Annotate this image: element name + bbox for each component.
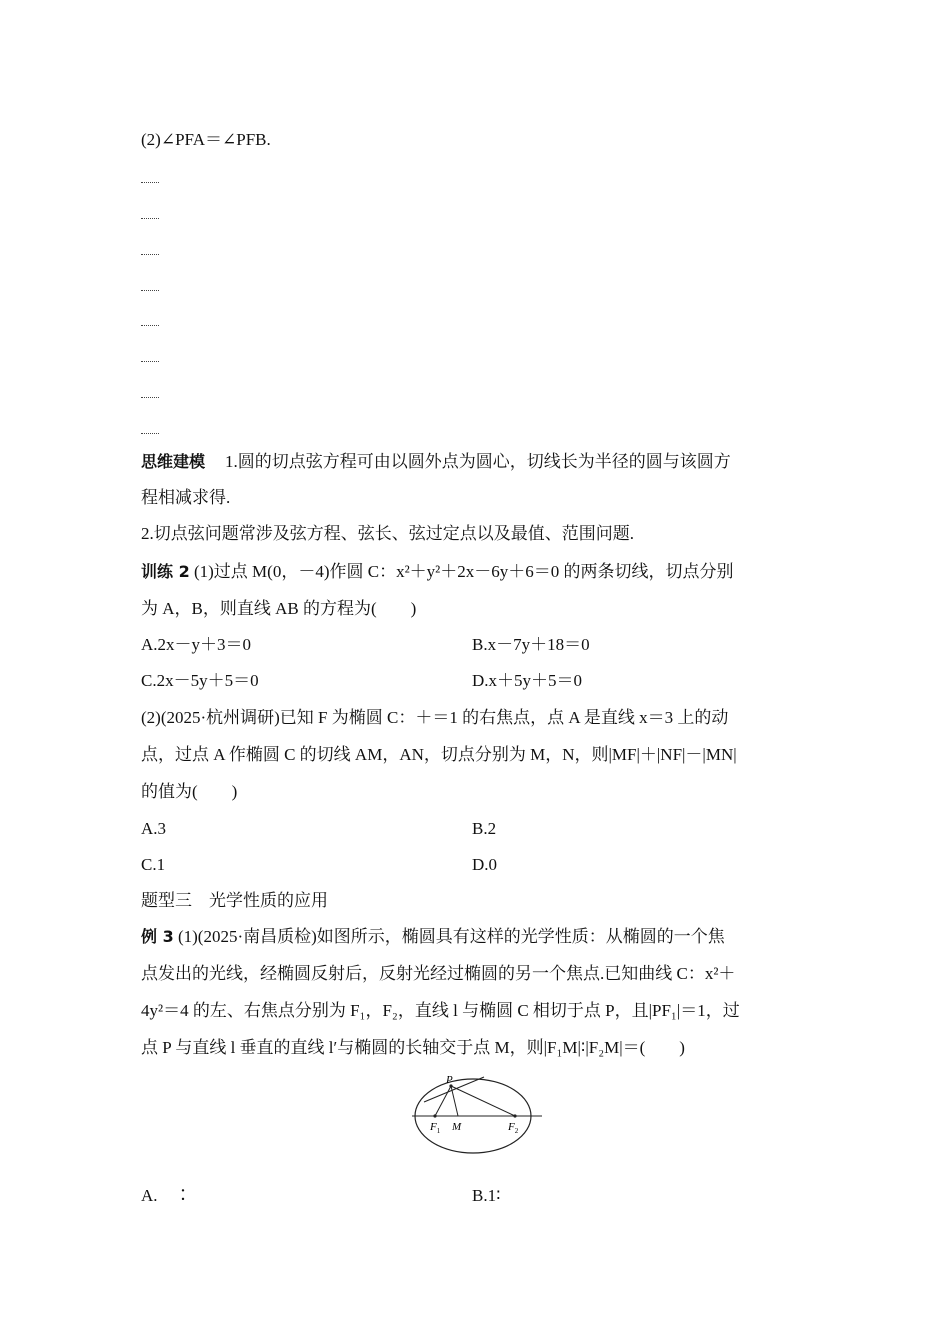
train2-line-2: 为 A，B，则直线 AB 的方程为( ) (141, 599, 417, 618)
label-m: M (452, 1121, 462, 1133)
pf2-segment (451, 1086, 515, 1116)
q1-option-d: D.x＋5y＋5＝0 (472, 671, 583, 690)
q2-line-1: (2)(2025·杭州调研)已知 F 为椭圆 C：＋＝1 的右焦点，点 A 是直线 x＝3 上的动 (141, 708, 729, 727)
blank-line-7 (141, 397, 159, 398)
train2-label: 训练 2 (141, 562, 190, 581)
blank-line-2 (141, 218, 159, 219)
label-p: P (446, 1074, 453, 1086)
ex3-option-b: B.1∶ (472, 1186, 501, 1205)
label-f2-main: F (508, 1121, 515, 1133)
siwei-text-1: 1.圆的切点弦方程可由以圆外点为圆心，切线长为半径的圆与该圆方 (225, 452, 731, 471)
label-f2-sub: 2 (514, 1127, 519, 1135)
ex3-option-a: A. ∶ (141, 1186, 192, 1205)
blank-line-3 (141, 254, 159, 255)
label-f1 (429, 1121, 441, 1135)
ellipse-figure (408, 1070, 548, 1160)
point-f1 (433, 1114, 436, 1117)
q2-option-c: C.1 (141, 855, 166, 874)
blank-line-1 (141, 182, 159, 183)
q1-option-a: A.2x－y＋3＝0 (141, 635, 252, 654)
blank-line-8 (141, 433, 159, 434)
train2-q1-text: (1)过点 M(0，－4)作圆 C：x²＋y²＋2x－6y＋6＝0 的两条切线，切点分别 (193, 562, 734, 581)
train2-line-1 (141, 560, 734, 584)
ex3-label: 例 3 (141, 927, 174, 946)
q1-option-c: C.2x－5y＋5＝0 (141, 671, 259, 690)
part2-line: (2)∠PFA＝∠PFB. (141, 130, 271, 149)
siwei-line-1 (141, 450, 731, 474)
blank-line-4 (141, 290, 159, 291)
ex3-text-1: (1)(2025·南昌质检)如图所示，椭圆具有这样的光学性质：从椭圆的一个焦 (177, 927, 725, 946)
pm-segment (451, 1086, 458, 1116)
q2-option-b: B.2 (472, 819, 497, 838)
ex3-line-4: 点 P 与直线 l 垂直的直线 l′与椭圆的长轴交于点 M，则|F₁M|∶|F₂M|＝( ) (141, 1038, 685, 1057)
label-f1-sub: 1 (436, 1127, 441, 1135)
ex3-line-2: 点发出的光线，经椭圆反射后，反射光经过椭圆的另一个焦点.已知曲线 C：x²＋ (141, 964, 736, 983)
type3-heading: 题型三 光学性质的应用 (141, 891, 328, 910)
q2-option-d: D.0 (472, 855, 498, 874)
q2-line-3: 的值为( ) (141, 782, 238, 801)
label-f2 (507, 1121, 519, 1135)
point-f2 (513, 1114, 516, 1117)
siwei-line-3: 2.切点弦问题常涉及弦方程、弦长、弦过定点以及最值、范围问题. (141, 524, 634, 543)
siwei-line-2: 程相减求得. (141, 488, 231, 507)
blank-line-6 (141, 361, 159, 362)
q1-option-b: B.x－7y＋18＝0 (472, 635, 590, 654)
siwei-label: 思维建模 (141, 452, 206, 471)
q2-line-2: 点，过点 A 作椭圆 C 的切线 AM，AN，切点分别为 M，N，则|MF|＋|NF|－|MN| (141, 745, 737, 764)
q2-option-a: A.3 (141, 819, 167, 838)
blank-line-5 (141, 325, 159, 326)
pf1-segment (435, 1086, 451, 1116)
ex3-line-3: 4y²＝4 的左、右焦点分别为 F₁，F₂，直线 l 与椭圆 C 相切于点 P，且|PF₁|＝1，过 (141, 1001, 740, 1020)
ex3-line-1 (141, 925, 725, 949)
label-f1-main: F (430, 1121, 437, 1133)
